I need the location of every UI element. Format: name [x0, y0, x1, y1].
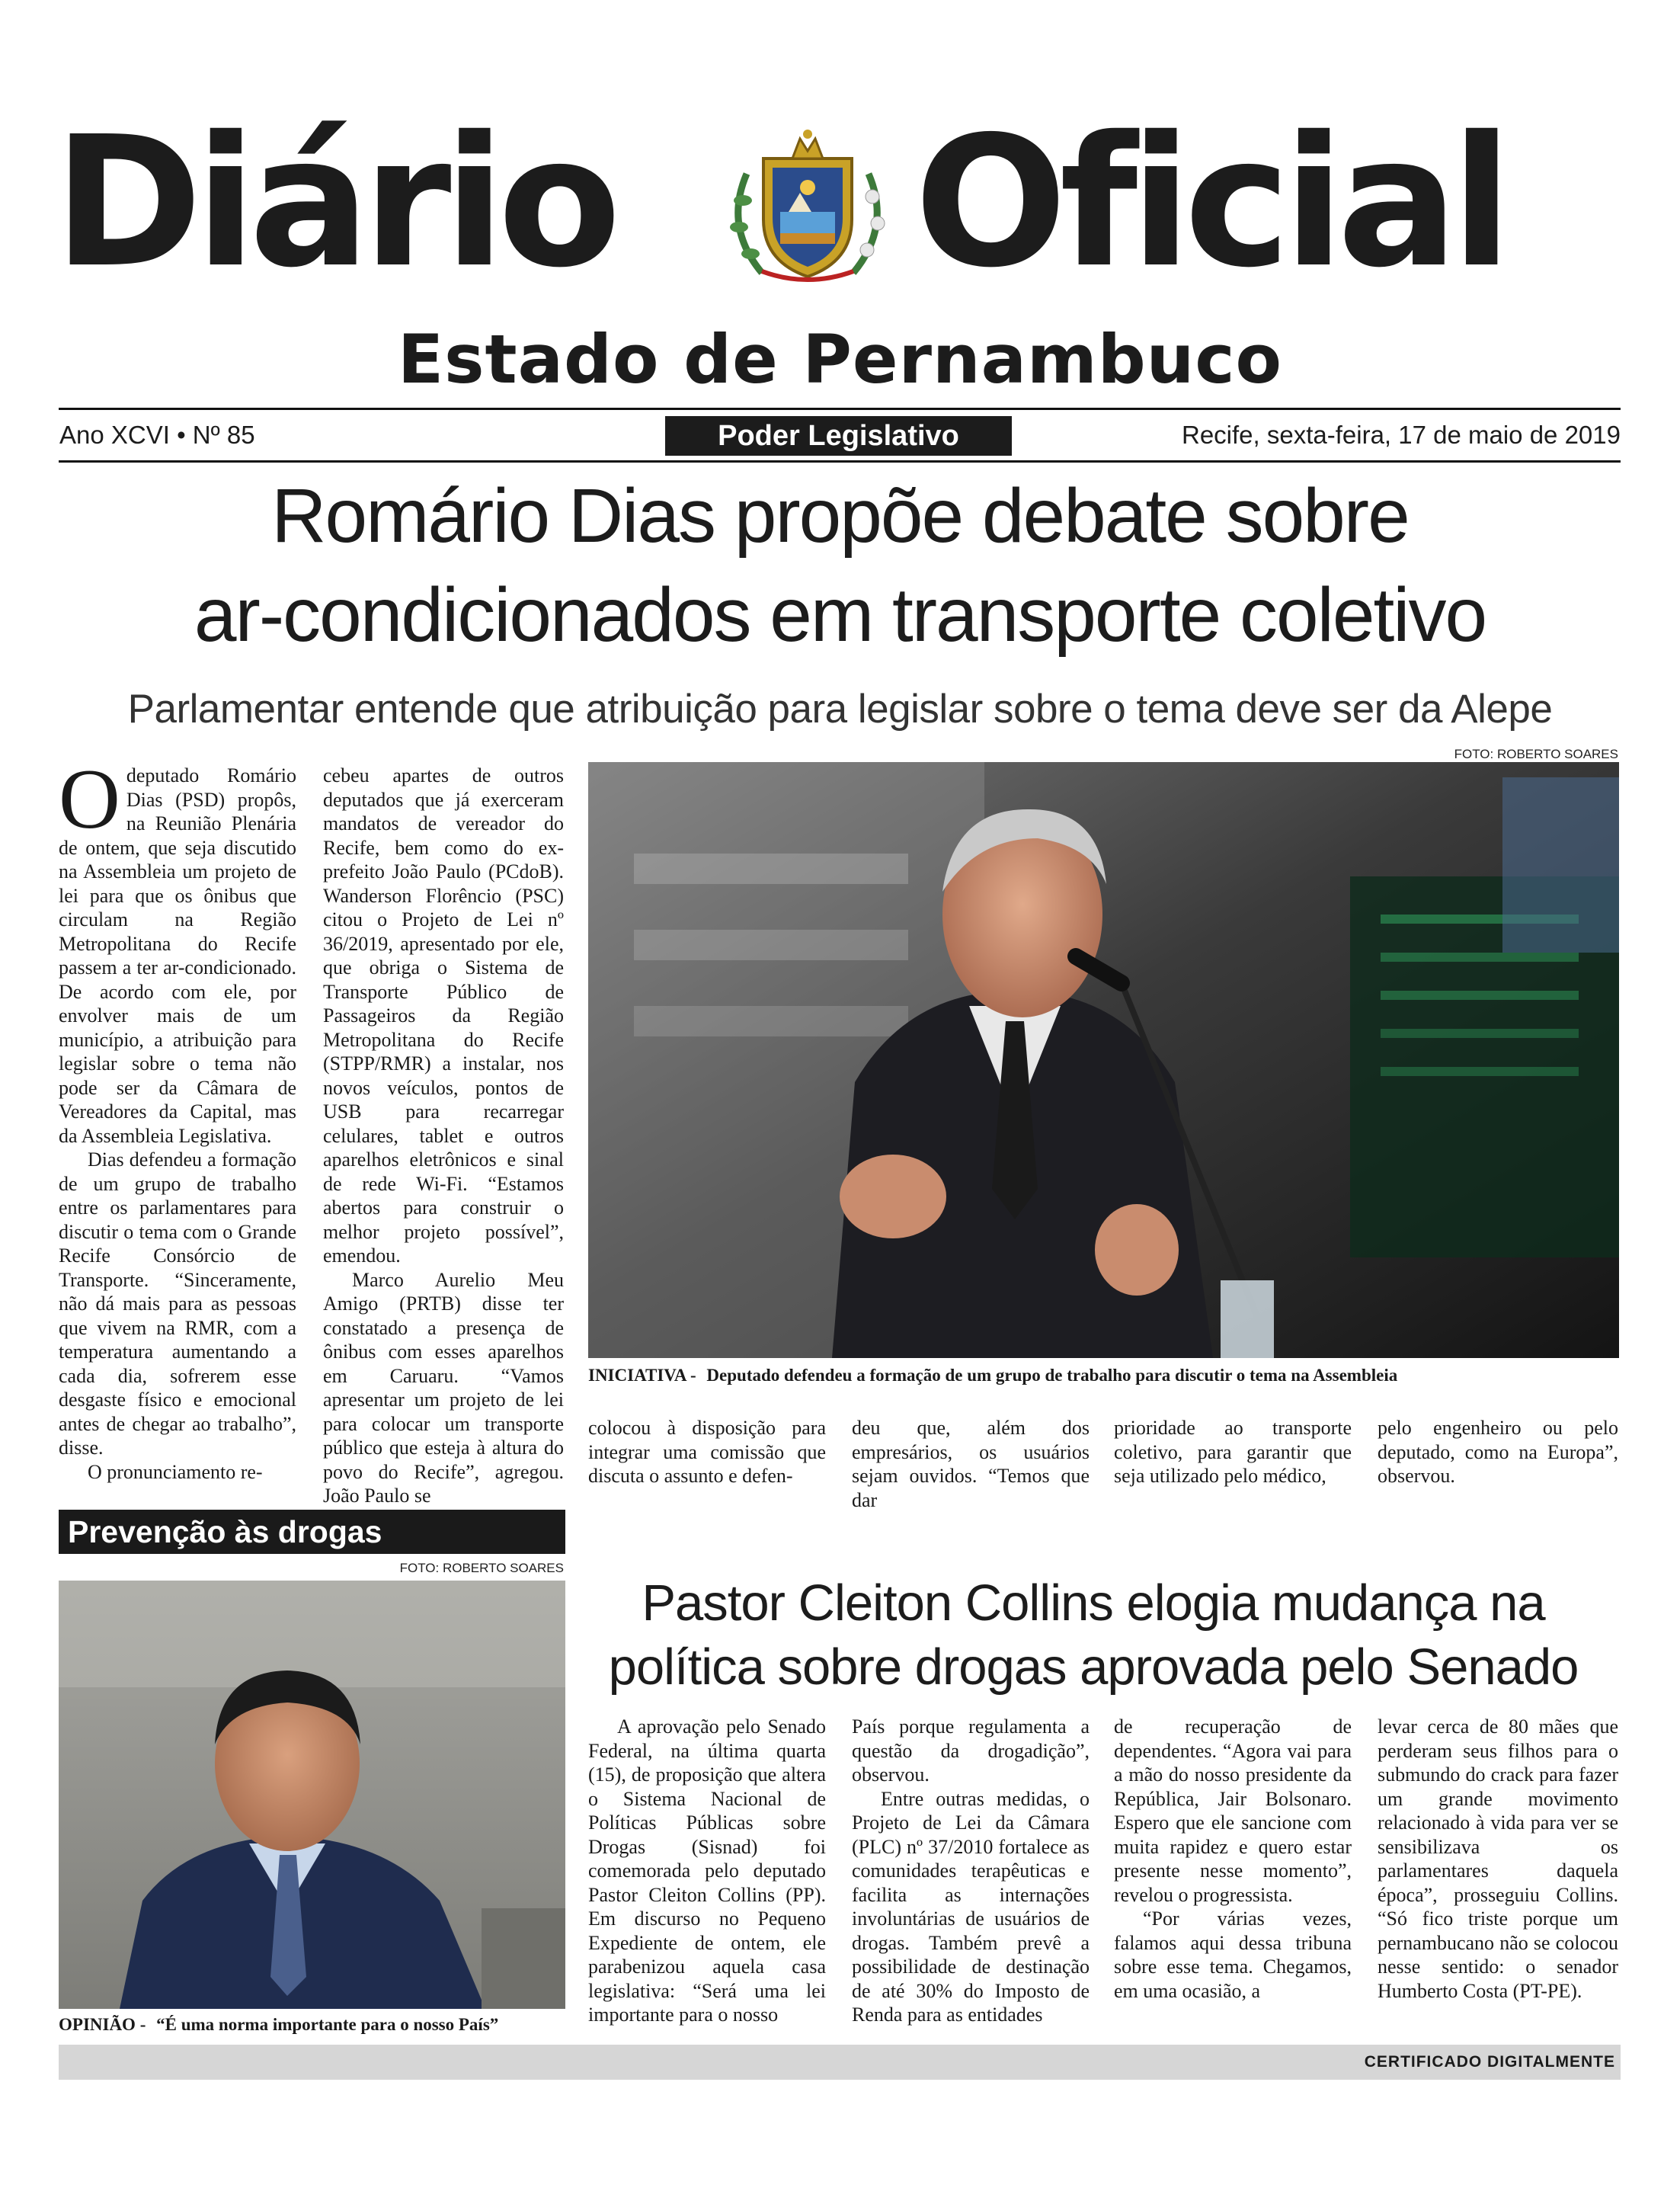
edition-number: Ano XCVI • Nº 85	[59, 421, 255, 449]
paragraph: levar cerca de 80 mães que perderam seus filhos para o submundo do crack para fazer um grande movimento relacionado à vida para ver se sensibilizava os parlamentares daquela época”, prosseguiu Collins. “Só fico triste porque um pernambucano não se colocou nesse sentido: o senador Humberto Costa (PT-PE).	[1378, 1715, 1618, 2002]
main-headline-line1: Romário Dias propõe debate sobre	[271, 473, 1409, 559]
paragraph: “Por várias vezes, falamos aqui dessa tribuna sobre esse tema. Chegamos, em uma ocasião, a	[1114, 1908, 1352, 2002]
second-headline-line2: política sobre drogas aprovada pelo Senado	[608, 1638, 1579, 1696]
paragraph: Dias defendeu a formação de um grupo de trabalho entre os parlamentares para discutir o tema com o Grande Recife Consórcio de Transporte. “Sinceramente, não dá mais para as pessoas que vivem na RMR, com a temperatura aumentando a cada dia, sofrerem esse desgaste físico e emocional antes de chegar ao trabalho”, disse.	[59, 1148, 296, 1459]
masthead-subtitle: Estado de Pernambuco	[398, 320, 1282, 399]
top-rule	[59, 408, 1621, 410]
photo-credit: FOTO: ROBERTO SOARES	[1454, 747, 1618, 761]
main-headline-line2: ar-condicionados em transporte coletivo	[194, 572, 1486, 658]
main-article-photo	[588, 762, 1619, 1358]
second-article-column-2	[852, 1715, 1090, 2027]
paragraph: colocou à disposição para integrar uma comissão que discuta o assunto e defen-	[588, 1417, 826, 1487]
main-article-column-1	[59, 752, 296, 1484]
paragraph: deu que, além dos empresários, os usuários sejam ouvidos. “Temos que dar	[852, 1417, 1090, 1511]
section-title-bar: Prevenção às drogas	[59, 1510, 565, 1554]
paragraph: deputado Romário Dias (PSD) propôs, na Reunião Plenária de ontem, que seja discutido na Assembleia um projeto de lei para que os ônibus que circulam na Região Metropolitana do Recife passem a ter ar-condicionado. De acordo com ele, por envolver mais de um município, a atribuição para legislar sobre o tema não pode ser da Câmara de Vereadores da Capital, mas da Assembleia Legislativa.	[59, 764, 296, 1147]
paragraph: Entre outras medidas, o Projeto de Lei da Câmara (PLC) nº 37/2010 fortalece as comunidades terapêuticas e facilita as internações involuntárias de usuários de drogas. Também prevê a possibilidade de destinação de até 30% do Imposto de Renda para as entidades	[852, 1787, 1090, 2026]
main-article-column-3	[588, 1416, 826, 1488]
second-headline-line1: Pastor Cleiton Collins elogia mudança na	[642, 1574, 1545, 1632]
paragraph: País porque regulamenta a questão da drogadição”, observou.	[852, 1715, 1090, 1786]
pernambuco-coat-of-arms-icon	[716, 128, 899, 288]
caption-label: INICIATIVA -	[588, 1366, 696, 1385]
caption-text: Deputado defendeu a formação de um grupo de trabalho para discutir o tema na Assembleia	[706, 1366, 1398, 1385]
masthead-title-left: Diário	[53, 98, 614, 307]
publication-date: Recife, sexta-feira, 17 de maio de 2019	[1181, 421, 1621, 449]
drop-cap: O	[59, 752, 120, 847]
second-article-photo	[59, 1581, 565, 2009]
second-article-column-3	[1114, 1715, 1352, 2003]
section-badge: Poder Legislativo	[665, 416, 1012, 456]
main-photo-caption	[588, 1366, 1619, 1385]
paragraph: O pronunciamento re-	[88, 1460, 263, 1483]
second-photo-caption	[59, 2015, 565, 2035]
digital-certification-label: CERTIFICADO DIGITALMENTE	[1364, 2053, 1615, 2071]
caption-text: “É uma norma importante para o nosso País”	[156, 2015, 499, 2034]
second-photo-credit: FOTO: ROBERTO SOARES	[399, 1561, 564, 1575]
paragraph: de recuperação de dependentes. “Agora vai para a mão do nosso presidente da República, Jair Bolsonaro. Espero que ele sancione com muita rapidez e quero estar presente nesse momento”, revelou o progressista.	[1114, 1715, 1352, 1906]
main-article-column-4	[852, 1416, 1090, 1512]
paragraph: cebeu apartes de outros deputados que já exerceram mandatos de vereador do Recife, bem como do ex-prefeito João Paulo (PCdoB). Wanderson Florêncio (PSC) citou o Projeto de Lei nº 36/2019, apresentado por ele, que obriga o Sistema de Transporte Público de Passageiros da Região Metropolitana do Recife (STPP/RMR) a instalar, nos novos veículos, pontos de USB para recarregar celulares, tablet e outros aparelhos eletrônicos e sinal de rede Wi-Fi. “Estamos abertos para construir o melhor projeto possível”, emendou.	[323, 764, 564, 1267]
main-article-column-5	[1114, 1416, 1352, 1488]
paragraph: pelo engenheiro ou pelo deputado, como na Europa”, observou.	[1378, 1417, 1618, 1487]
paragraph: Marco Aurelio Meu Amigo (PRTB) disse ter constatado a presença de ônibus com esses aparelhos em Caruaru. “Vamos apresentar um projeto de lei para colocar um transporte público que esteja à altura do povo do Recife”, agregou. João Paulo se	[323, 1268, 564, 1507]
caption-label: OPINIÃO -	[59, 2015, 146, 2034]
paragraph: prioridade ao transporte coletivo, para garantir que seja utilizado pelo médico,	[1114, 1417, 1352, 1487]
main-article-column-6	[1378, 1416, 1618, 1488]
paragraph: A aprovação pelo Senado Federal, na última quarta (15), de proposição que altera o Sistema Nacional de Políticas Públicas sobre Drogas (Sisnad) foi comemorada pelo deputado Pastor Cleiton Collins (PP). Em discurso no Pequeno Expediente de ontem, ele parabenizou aquela casa legislativa: “Será uma lei importante para o nosso	[588, 1715, 826, 2026]
second-article-column-4	[1378, 1715, 1618, 2003]
masthead-title-right: Oficial	[914, 98, 1506, 307]
second-article-column-1	[588, 1715, 826, 2027]
main-article-column-2	[323, 764, 564, 1508]
bottom-rule	[59, 460, 1621, 463]
main-subheadline: Parlamentar entende que atribuição para legislar sobre o tema deve ser da Alepe	[127, 687, 1553, 732]
